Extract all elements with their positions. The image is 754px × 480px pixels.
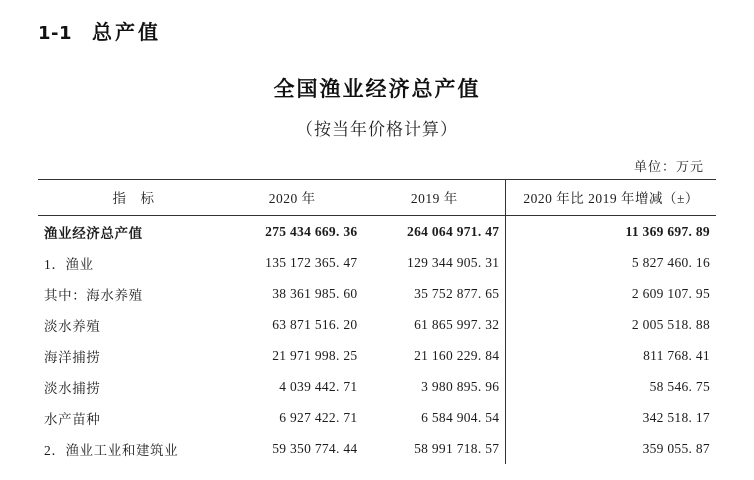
table-row bbox=[38, 247, 716, 278]
cell-value-2020: 59 350 774. 44 bbox=[272, 440, 358, 456]
cell-value-2019: 264 064 971. 47 bbox=[407, 223, 500, 239]
cell-value-2020: 4 039 442. 71 bbox=[279, 378, 358, 394]
cell-value-2019: 129 344 905. 31 bbox=[407, 254, 500, 270]
section-title: 总产值 bbox=[92, 20, 162, 44]
table-row bbox=[38, 278, 716, 309]
column-header-indicator: 指 标 bbox=[38, 180, 221, 216]
table-subtitle: （按当年价格计算） bbox=[296, 120, 458, 140]
cell-value-change: 342 518. 17 bbox=[506, 402, 716, 433]
table-header-row bbox=[38, 180, 716, 216]
table-row bbox=[38, 216, 716, 248]
column-header-change: 2020 年比 2019 年增减（±） bbox=[506, 180, 716, 216]
cell-value-2019: 61 865 997. 32 bbox=[414, 316, 500, 332]
cell-value-2020: 21 971 998. 25 bbox=[272, 347, 358, 363]
unit-note: 单位：万元 bbox=[633, 159, 704, 174]
column-header-2020: 2020 年 bbox=[221, 180, 363, 216]
section-heading bbox=[38, 0, 716, 45]
cell-value-change: 359 055. 87 bbox=[506, 433, 716, 464]
row-label: 淡水养殖 bbox=[44, 318, 101, 334]
cell-value-2019: 35 752 877. 65 bbox=[414, 285, 500, 301]
cell-value-2020: 38 361 985. 60 bbox=[272, 285, 358, 301]
cell-value-change: 2 005 518. 88 bbox=[506, 309, 716, 340]
table-row bbox=[38, 433, 716, 464]
table-header bbox=[38, 180, 716, 216]
section-number: 1-1 bbox=[38, 23, 73, 44]
cell-value-change: 11 369 697. 89 bbox=[506, 216, 716, 248]
cell-value-2020: 275 434 669. 36 bbox=[265, 223, 358, 239]
cell-value-2020: 135 172 365. 47 bbox=[265, 254, 358, 270]
cell-value-change: 58 546. 75 bbox=[506, 371, 716, 402]
cell-value-change: 5 827 460. 16 bbox=[506, 247, 716, 278]
row-label: 水产苗种 bbox=[44, 411, 101, 427]
cell-value-2019: 6 584 904. 54 bbox=[421, 409, 500, 425]
row-label: 渔业经济总产值 bbox=[44, 225, 143, 241]
statistics-table bbox=[38, 179, 716, 464]
table-row bbox=[38, 309, 716, 340]
cell-value-change: 2 609 107. 95 bbox=[506, 278, 716, 309]
table-body bbox=[38, 216, 716, 465]
column-header-2019: 2019 年 bbox=[363, 180, 505, 216]
table-row bbox=[38, 371, 716, 402]
cell-value-2020: 6 927 422. 71 bbox=[279, 409, 358, 425]
cell-value-change: 811 768. 41 bbox=[506, 340, 716, 371]
cell-value-2019: 21 160 229. 84 bbox=[414, 347, 500, 363]
cell-value-2019: 58 991 718. 57 bbox=[414, 440, 500, 456]
cell-value-2019: 3 980 895. 96 bbox=[421, 378, 500, 394]
table-row bbox=[38, 340, 716, 371]
row-label: 其中：海水养殖 bbox=[44, 287, 143, 303]
row-label: 淡水捕捞 bbox=[44, 380, 101, 396]
table-row bbox=[38, 402, 716, 433]
cell-value-2020: 63 871 516. 20 bbox=[272, 316, 358, 332]
row-label: 2．渔业工业和建筑业 bbox=[44, 442, 179, 458]
table-title: 全国渔业经济总产值 bbox=[273, 77, 481, 101]
row-label: 海洋捕捞 bbox=[44, 349, 101, 365]
row-label: 1．渔业 bbox=[44, 256, 94, 272]
